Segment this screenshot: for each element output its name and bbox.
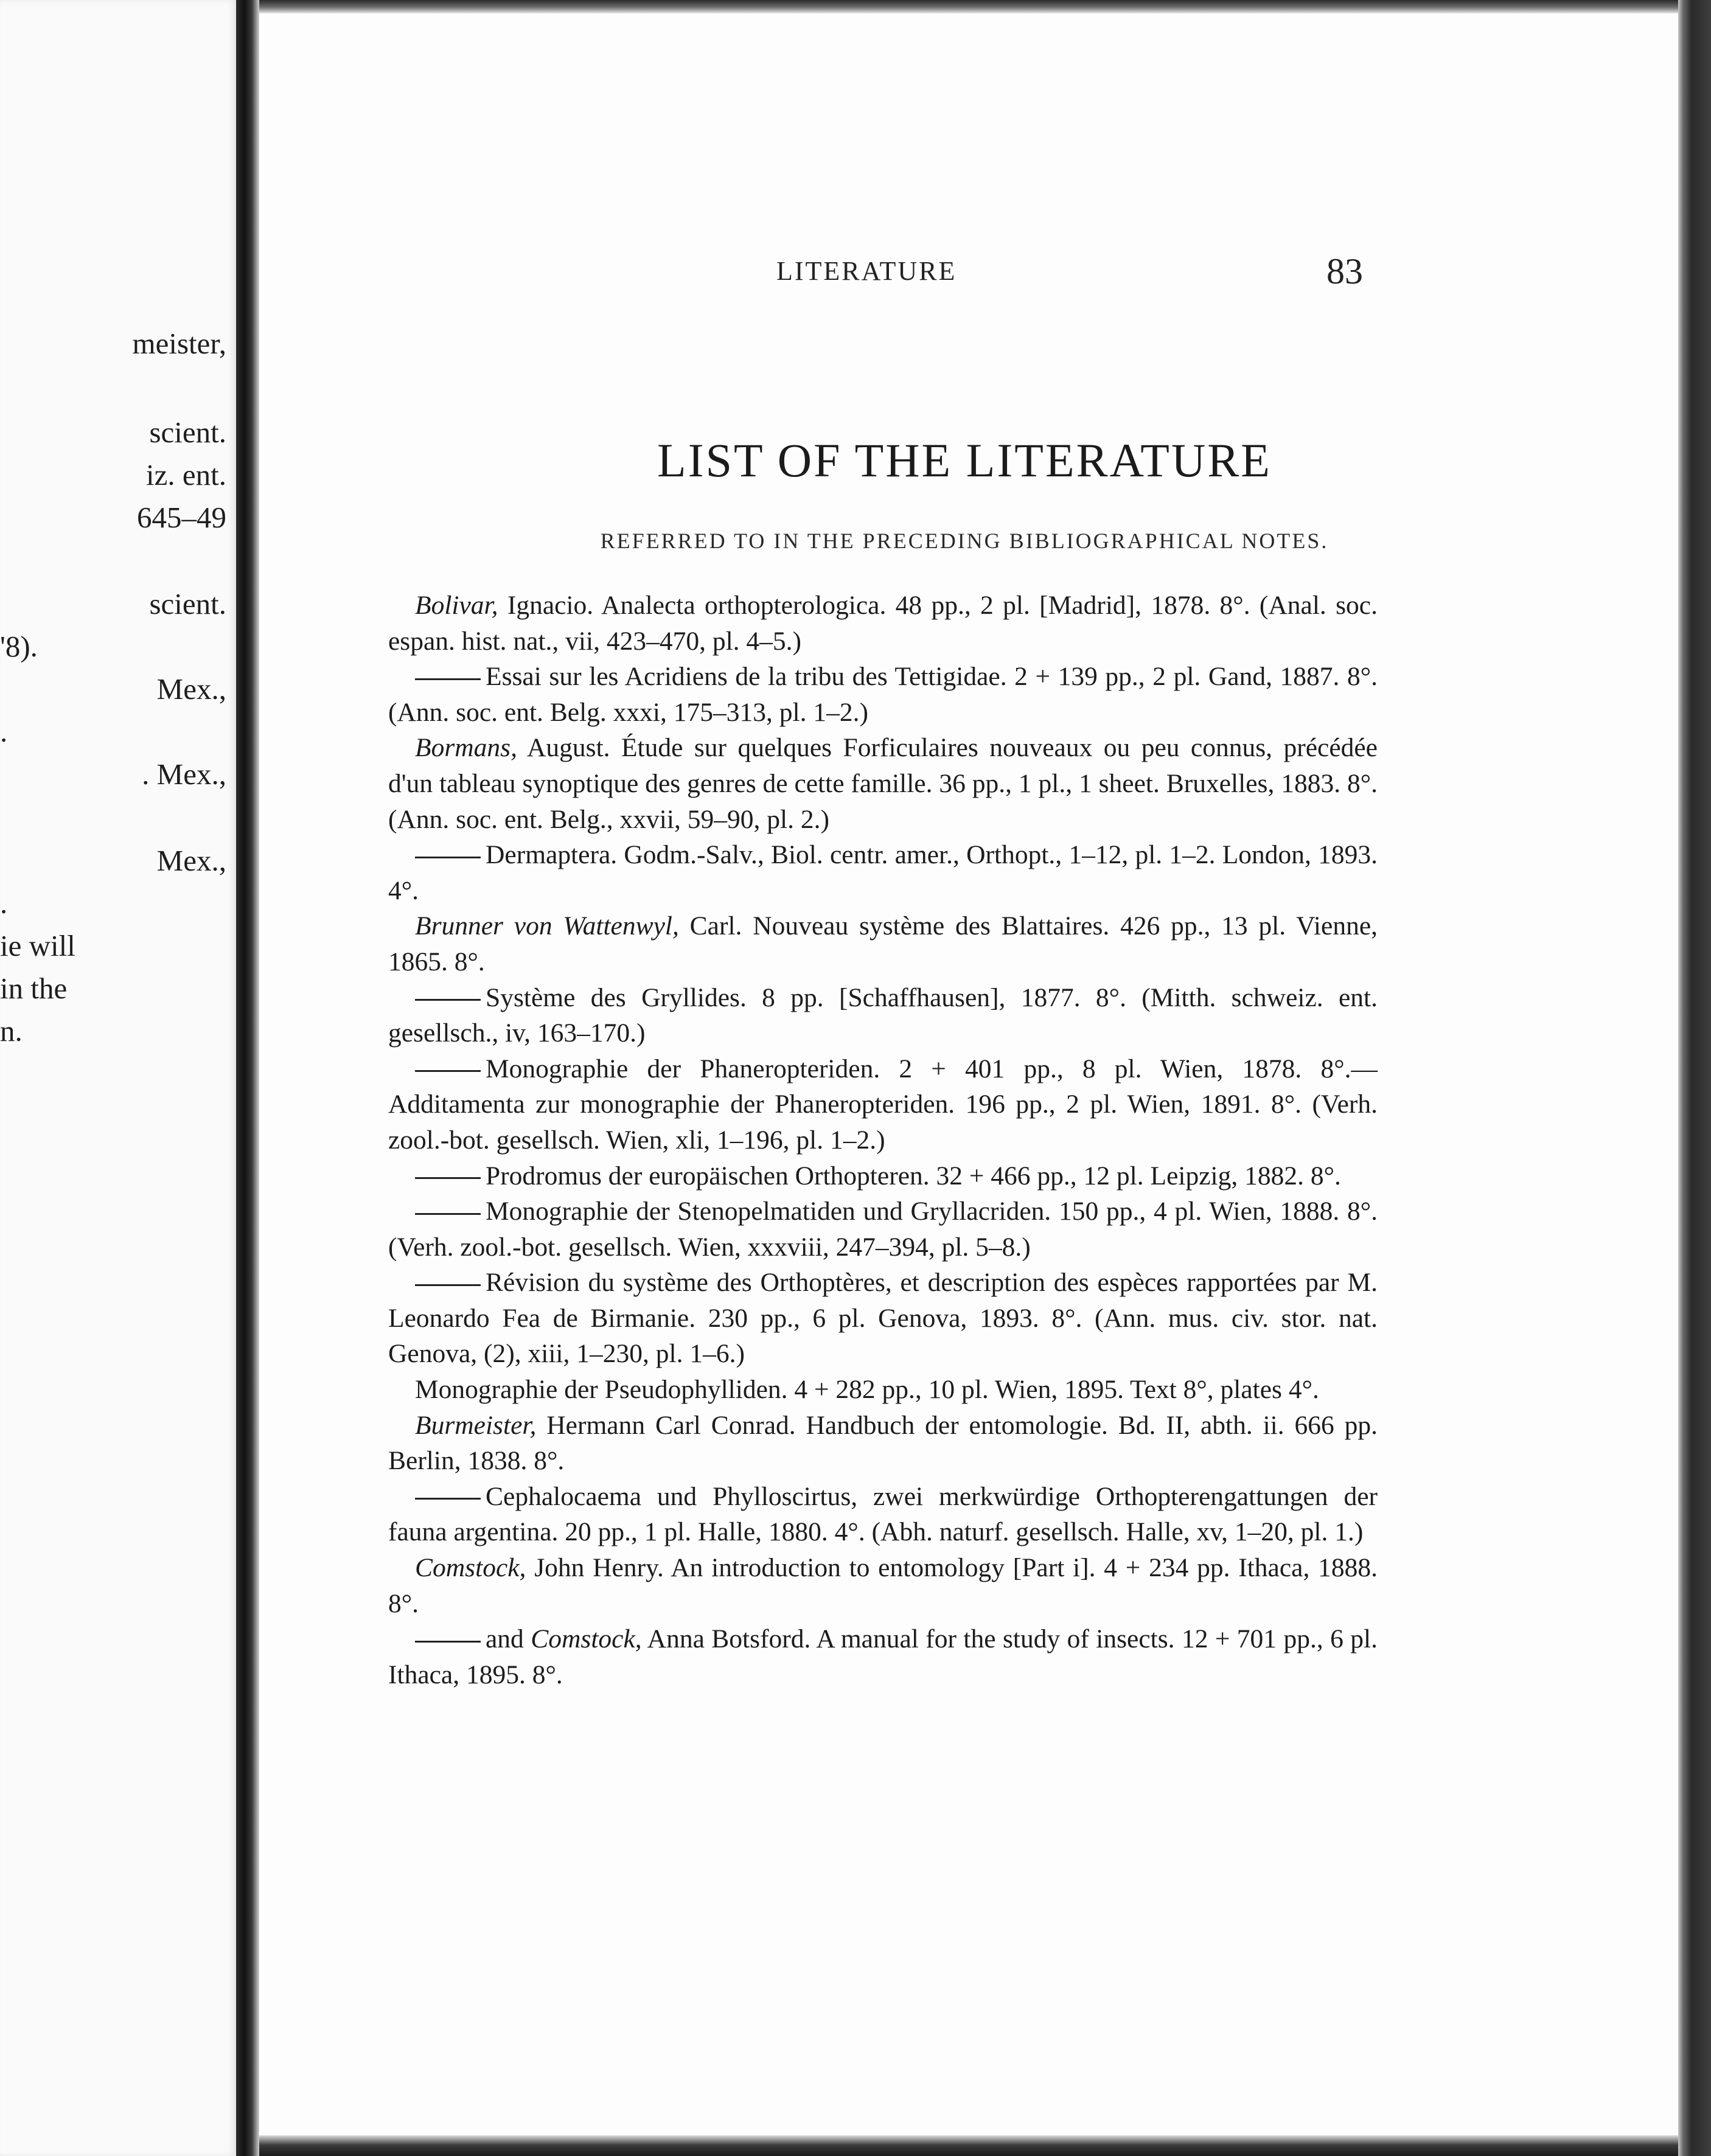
- left-text-fragment: in the: [0, 972, 68, 1005]
- bibliography-entry: [388, 1158, 1378, 1194]
- bibliography-entry: [388, 1408, 1378, 1479]
- entry-text: Monographie der Pseudophylliden. 4 + 282 pp., 10 pl. Wien, 1895. Text 8°, plates 4°.: [415, 1375, 1319, 1405]
- ditto-dash: [415, 857, 481, 858]
- author-name: Bormans,: [415, 733, 517, 763]
- ditto-dash: [415, 1213, 481, 1215]
- ditto-dash: [415, 999, 481, 1001]
- page-subtitle: REFERRED TO IN THE PRECEDING BIBLIOGRAPHICAL NOTES.: [600, 529, 1329, 553]
- author-name: Comstock,: [531, 1624, 642, 1654]
- left-text-fragment: Mex.,: [156, 672, 226, 706]
- book-spine-gutter: [236, 0, 259, 2156]
- bibliography-entry: [388, 1621, 1378, 1692]
- bibliography-entry: [388, 1051, 1378, 1158]
- entry-text: August. Étude sur quelques Forficulaires nouveaux ou peu connus, précédée d'un tableau synoptique des genres de cette famille. 36 pp., 1 pl., 1 sheet. Bruxelles, 1883. 8°. (Ann. soc. ent. Belg., xxvii, 59–90, pl. 2.): [388, 733, 1378, 834]
- author-name: Brunner von Wattenwyl,: [415, 911, 679, 941]
- ditto-dash: [415, 1284, 481, 1286]
- page-title: LIST OF THE LITERATURE: [657, 434, 1272, 487]
- entry-text: Carl. Nouveau système des Blattaires. 426 pp., 13 pl. Vienne, 1865. 8°.: [388, 911, 1378, 976]
- left-text-fragment: meister,: [132, 327, 226, 360]
- bibliography-entry: [388, 1550, 1378, 1621]
- page-number: 83: [1326, 251, 1363, 291]
- entry-text: Essai sur les Acridiens de la tribu des Tettigidae. 2 + 139 pp., 2 pl. Gand, 1887. 8°. (Ann. soc. ent. Belg. xxxi, 175–313, pl. 1–2.): [388, 662, 1378, 727]
- author-name: Bolivar,: [415, 591, 498, 620]
- ditto-dash: [415, 1070, 481, 1072]
- left-text-fragment: iz. ent.: [146, 458, 226, 492]
- ditto-dash: [415, 1177, 481, 1179]
- entry-text: Ignacio. Analecta orthopterologica. 48 pp., 2 pl. [Madrid], 1878. 8°. (Anal. soc. espan. hist. nat., vii, 423–470, pl. 4–5.): [388, 591, 1378, 656]
- left-text-fragment: .: [0, 715, 8, 748]
- entry-text: Cephalocaema und Phylloscirtus, zwei merkwürdige Orthopterengattungen der fauna argentina. 20 pp., 1 pl. Halle, 1880. 4°. (Abh. naturf. gesellsch. Halle, xv, 1–20, pl. 1.): [388, 1481, 1378, 1547]
- running-head: LITERATURE: [776, 256, 957, 286]
- left-text-fragment: n.: [0, 1014, 23, 1048]
- entry-text: Anna Botsford. A manual for the study of insects. 12 + 701 pp., 6 pl. Ithaca, 1895. 8°.: [388, 1624, 1378, 1689]
- page-bottom-edge: [259, 2135, 1678, 2156]
- author-prefix: and: [486, 1624, 531, 1654]
- left-text-fragment: . Mex.,: [142, 757, 226, 791]
- ditto-dash: [415, 1641, 481, 1643]
- entry-text: John Henry. An introduction to entomology [Part i]. 4 + 234 pp. Ithaca, 1888. 8°.: [388, 1553, 1378, 1618]
- ditto-dash: [415, 678, 481, 680]
- bibliography-entry: [388, 980, 1378, 1051]
- page-right-edge: [1678, 0, 1711, 2156]
- bibliography-entry: [388, 659, 1378, 730]
- left-text-fragment: ie will: [0, 929, 75, 962]
- left-text-fragment: scient.: [149, 587, 226, 621]
- left-text-fragment: Mex.,: [156, 844, 226, 877]
- left-text-fragment: scient.: [149, 416, 226, 449]
- entry-text: Monographie der Stenopelmatiden und Gryllacriden. 150 pp., 4 pl. Wien, 1888. 8°. (Verh. zool.-bot. gesellsch. Wien, xxxviii, 247–394, pl. 5–8.): [388, 1197, 1378, 1262]
- previous-page-fragment: [0, 0, 236, 2156]
- entry-text: Monographie der Phaneropteriden. 2 + 401 pp., 8 pl. Wien, 1878. 8°.—Additamenta zur monographie der Phaneropteriden. 196 pp., 2 pl. Wien, 1891. 8°. (Verh. zool.-bot. gesellsch. Wien, xli, 1–196, pl. 1–2.): [388, 1054, 1378, 1155]
- bibliography-entry: [388, 1265, 1378, 1372]
- entry-text: Révision du système des Orthoptères, et description des espèces rapportées par M. Leonardo Fea de Birmanie. 230 pp., 6 pl. Genova, 1893. 8°. (Ann. mus. civ. stor. nat. Genova, (2), xiii, 1–230, pl. 1–6.): [388, 1268, 1378, 1369]
- left-text-fragment: '8).: [0, 630, 38, 663]
- author-name: Burmeister,: [415, 1410, 537, 1440]
- bibliography-entry: [388, 908, 1378, 979]
- bibliography-list: [388, 588, 1378, 1692]
- bibliography-entry: [388, 730, 1378, 837]
- bibliography-entry: [388, 1479, 1378, 1550]
- author-name: Comstock,: [415, 1553, 526, 1583]
- entry-text: Prodromus der europäischen Orthopteren. 32 + 466 pp., 12 pl. Leipzig, 1882. 8°.: [486, 1161, 1341, 1191]
- entry-text: Dermaptera. Godm.-Salv., Biol. centr. amer., Orthopt., 1–12, pl. 1–2. London, 1893. 4°.: [388, 840, 1378, 905]
- left-text-fragment: 645–49: [137, 501, 226, 534]
- bibliography-entry: [388, 837, 1378, 908]
- entry-text: Hermann Carl Conrad. Handbuch der entomologie. Bd. II, abth. ii. 666 pp. Berlin, 1838. 8°.: [388, 1410, 1378, 1476]
- bibliography-entry: [388, 1372, 1378, 1408]
- bibliography-entry: [388, 588, 1378, 659]
- ditto-dash: [415, 1498, 481, 1500]
- entry-text: Système des Gryllides. 8 pp. [Schaffhausen], 1877. 8°. (Mitth. schweiz. ent. gesellsch., iv, 163–170.): [388, 982, 1378, 1048]
- left-text-fragment: .: [0, 886, 8, 920]
- page-top-edge: [259, 0, 1678, 13]
- bibliography-entry: [388, 1194, 1378, 1265]
